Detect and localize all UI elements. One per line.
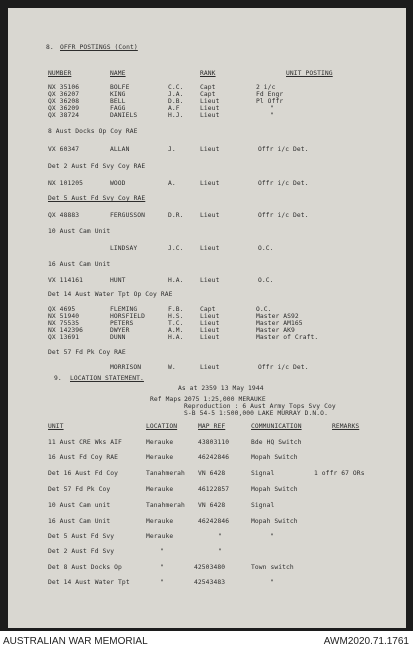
footer-accession-id: AWM2020.71.1761 — [323, 636, 409, 647]
posting-number: VX 60347 — [48, 146, 80, 153]
posting-number: QX 48883 — [48, 212, 80, 219]
location-communication: Mopah Switch — [251, 454, 298, 461]
posting-unit: O.C. — [258, 277, 274, 284]
location-place: Merauke — [146, 518, 174, 525]
posting-number: QX 36209 — [48, 105, 80, 112]
location-communication: " — [270, 579, 274, 586]
posting-number: NX 51940 — [48, 313, 80, 320]
location-remarks: 1 offr 67 ORs — [314, 470, 365, 477]
location-communication: Mopah Switch — [251, 486, 298, 493]
location-map-ref: " — [218, 548, 222, 555]
posting-name: DUNN — [110, 334, 126, 341]
posting-rank: Lieut — [200, 146, 220, 153]
location-place: " — [160, 564, 164, 571]
posting-unit: Offr i/c Det. — [258, 146, 309, 153]
location-communication: Town switch — [251, 564, 294, 571]
posting-rank: Lieut — [200, 98, 220, 105]
col-header-name: NAME — [110, 70, 126, 77]
posting-name: BOLFE — [110, 84, 130, 91]
location-map-ref: 43803110 — [198, 439, 230, 446]
posting-name: BELL — [110, 98, 126, 105]
posting-name: KING — [110, 91, 126, 98]
location-unit: 16 Aust Fd Coy RAE — [48, 454, 119, 461]
posting-initials: H.A. — [168, 334, 184, 341]
posting-unit: O.C. — [258, 245, 274, 252]
col-header-rank: RANK — [200, 70, 216, 77]
archive-footer — [0, 631, 413, 653]
posting-number: NX 75535 — [48, 320, 80, 327]
section9-number: 9. — [54, 375, 62, 382]
col-header-number: NUMBER — [48, 70, 72, 77]
footer-institution: AUSTRALIAN WAR MEMORIAL — [3, 636, 148, 647]
as-at-date: As at 2359 13 May 1944 — [178, 385, 264, 392]
posting-name: MORRISON — [110, 364, 142, 371]
posting-name: DWYER — [110, 327, 130, 334]
loc-col-unit: UNIT — [48, 423, 64, 430]
posting-unit: " — [270, 105, 274, 112]
posting-number: VX 114161 — [48, 277, 84, 284]
ref-map-line: 2075 1:25,000 MERAUKE — [184, 396, 266, 403]
posting-number: QX 4695 — [48, 306, 76, 313]
location-unit: Det 2 Aust Fd Svy — [48, 548, 115, 555]
posting-rank: Lieut — [200, 112, 220, 119]
unit-heading: Det 57 Fd Pk Coy RAE — [48, 349, 126, 356]
posting-rank: Lieut — [200, 212, 220, 219]
ref-map-line: Reproduction : 6 Aust Army Tops Svy Coy — [184, 403, 336, 410]
posting-name: ALLAN — [110, 146, 130, 153]
location-map-ref: 46242846 — [198, 518, 230, 525]
posting-rank: Lieut — [200, 320, 220, 327]
posting-name: HORSFIELD — [110, 313, 146, 320]
location-place: Merauke — [146, 486, 174, 493]
location-unit: 11 Aust CRE Wks AIF — [48, 439, 122, 446]
location-unit: Det 8 Aust Docks Op — [48, 564, 122, 571]
ref-map-line: S-B 54-5 1:500,000 LAKE MURRAY D.N.O. — [184, 410, 328, 417]
location-unit: 16 Aust Cam Unit — [48, 518, 111, 525]
location-communication: " — [270, 533, 274, 540]
posting-name: LINDSAY — [110, 245, 138, 252]
posting-rank: Lieut — [200, 180, 220, 187]
unit-heading: Det 14 Aust Water Tpt Op Coy RAE — [48, 291, 173, 298]
unit-heading: 10 Aust Cam Unit — [48, 228, 111, 235]
posting-unit: Pl Offr — [256, 98, 284, 105]
posting-number: NX 101205 — [48, 180, 84, 187]
location-unit: 10 Aust Cam unit — [48, 502, 111, 509]
location-map-ref: 42503480 — [194, 564, 226, 571]
posting-number: NX 35106 — [48, 84, 80, 91]
posting-initials: W. — [168, 364, 176, 371]
posting-initials: F.B. — [168, 306, 184, 313]
posting-unit: Master AS92 — [256, 313, 299, 320]
posting-rank: Capt — [200, 306, 216, 313]
location-map-ref: " — [218, 533, 222, 540]
unit-heading: Det 2 Aust Fd Svy Coy RAE — [48, 163, 146, 170]
section8-title: OFFR POSTINGS (Cont) — [60, 44, 138, 51]
location-place: Merauke — [146, 533, 174, 540]
posting-initials: D.R. — [168, 212, 184, 219]
unit-heading: Det 5 Aust Fd Svy Coy RAE — [48, 195, 146, 202]
posting-rank: Lieut — [200, 364, 220, 371]
location-unit: Det 14 Aust Water Tpt — [48, 579, 130, 586]
posting-name: FAGG — [110, 105, 126, 112]
loc-col-location: LOCATION — [146, 423, 178, 430]
posting-number: QX 36208 — [48, 98, 80, 105]
section9-title: LOCATION STATEMENT. — [70, 375, 144, 382]
posting-initials: J.A. — [168, 91, 184, 98]
posting-initials: A.M. — [168, 327, 184, 334]
posting-number: QX 36207 — [48, 91, 80, 98]
posting-unit: Master AK9 — [256, 327, 295, 334]
location-communication: Bde HQ Switch — [251, 439, 302, 446]
location-place: Merauke — [146, 454, 174, 461]
posting-unit: Fd Engr — [256, 91, 284, 98]
location-communication: Signal — [251, 502, 275, 509]
posting-initials: T.C. — [168, 320, 184, 327]
posting-unit: Offr i/c Det. — [258, 180, 309, 187]
posting-initials: J.C. — [168, 245, 184, 252]
unit-heading: 16 Aust Cam Unit — [48, 261, 111, 268]
posting-unit: Master AM165 — [256, 320, 303, 327]
posting-unit: Offr i/c Det. — [258, 364, 309, 371]
posting-rank: Lieut — [200, 245, 220, 252]
posting-name: DANIELS — [110, 112, 138, 119]
ref-maps-label: Ref Maps : — [150, 396, 189, 403]
posting-number: QX 38724 — [48, 112, 80, 119]
posting-name: FLEMING — [110, 306, 138, 313]
posting-unit: O.C. — [256, 306, 272, 313]
location-map-ref: VN 6428 — [198, 470, 226, 477]
posting-initials: C.C. — [168, 84, 184, 91]
posting-name: FERGUSSON — [110, 212, 146, 219]
loc-col-communication: COMMUNICATION — [251, 423, 302, 430]
location-map-ref: 46122857 — [198, 486, 230, 493]
location-unit: Det 16 Aust Fd Coy — [48, 470, 119, 477]
posting-rank: Capt — [200, 91, 216, 98]
posting-rank: Capt — [200, 84, 216, 91]
location-unit: Det 57 Fd Pk Coy — [48, 486, 111, 493]
location-place: Merauke — [146, 439, 174, 446]
posting-number: QX 13691 — [48, 334, 80, 341]
posting-unit: 2 i/c — [256, 84, 276, 91]
posting-unit: Offr i/c Det. — [258, 212, 309, 219]
posting-initials: D.B. — [168, 98, 184, 105]
posting-initials: J. — [168, 146, 176, 153]
location-communication: Mopah Switch — [251, 518, 298, 525]
posting-rank: Lieut — [200, 105, 220, 112]
posting-rank: Lieut — [200, 327, 220, 334]
loc-col-remarks: REMARKS — [332, 423, 360, 430]
posting-initials: A.F — [168, 105, 180, 112]
posting-rank: Lieut — [200, 277, 220, 284]
posting-rank: Lieut — [200, 313, 220, 320]
posting-unit: Master of Craft. — [256, 334, 319, 341]
posting-initials: H.A. — [168, 277, 184, 284]
location-map-ref: VN 6428 — [198, 502, 226, 509]
section8-number: 8. — [46, 44, 54, 51]
posting-name: HUNT — [110, 277, 126, 284]
location-place: " — [160, 579, 164, 586]
location-place: Tanahmerah — [146, 470, 185, 477]
loc-col-map-ref: MAP REF — [198, 423, 226, 430]
location-unit: Det 5 Aust Fd Svy — [48, 533, 115, 540]
posting-name: PETERS — [110, 320, 134, 327]
location-map-ref: 42543483 — [194, 579, 226, 586]
posting-initials: H.J. — [168, 112, 184, 119]
posting-unit: " — [270, 112, 274, 119]
location-place: " — [160, 548, 164, 555]
posting-initials: A. — [168, 180, 176, 187]
unit-heading: 8 Aust Docks Op Coy RAE — [48, 128, 138, 135]
location-map-ref: 46242846 — [198, 454, 230, 461]
posting-rank: Lieut — [200, 334, 220, 341]
posting-initials: H.S. — [168, 313, 184, 320]
posting-name: WOOD — [110, 180, 126, 187]
posting-number: NX 142396 — [48, 327, 84, 334]
col-header-unit-posting: UNIT POSTING — [286, 70, 333, 77]
location-place: Tanahmerah — [146, 502, 185, 509]
location-communication: Signal — [251, 470, 275, 477]
document-page — [8, 8, 406, 628]
